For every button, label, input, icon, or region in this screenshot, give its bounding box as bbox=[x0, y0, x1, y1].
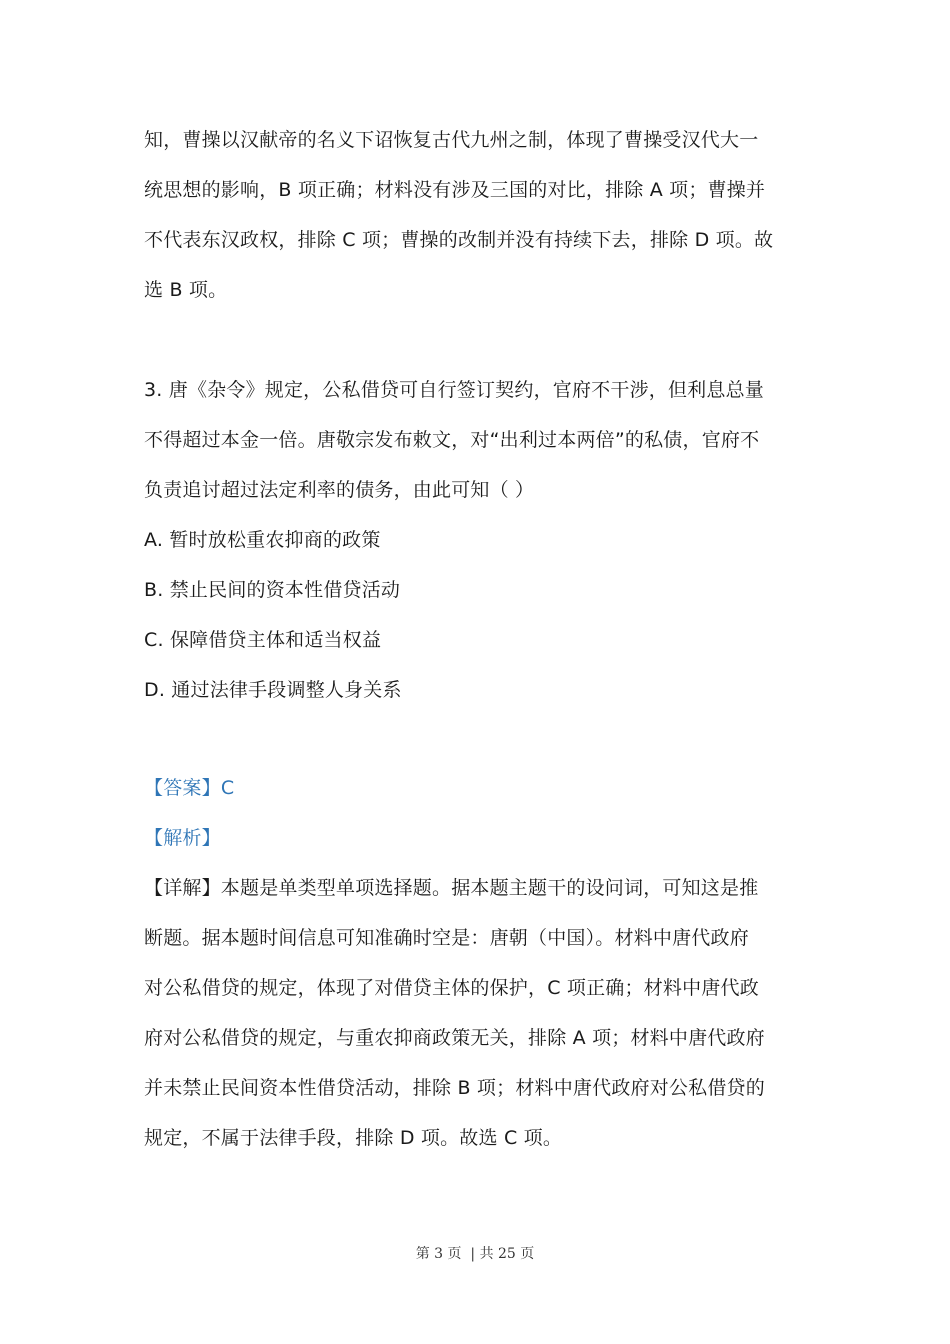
text-line: 不代表东汉政权，排除 C 项；曹操的改制并没有持续下去，排除 D 项。故 bbox=[144, 229, 774, 251]
detail-line: 并未禁止民间资本性借贷活动，排除 B 项；材料中唐代政府对公私借贷的 bbox=[144, 1077, 765, 1099]
answer-line bbox=[144, 763, 814, 813]
option-c: C. 保障借贷主体和适当权益 bbox=[144, 629, 382, 651]
option-b: B. 禁止民间的资本性借贷活动 bbox=[144, 579, 401, 601]
page-total: 共 25 页 bbox=[479, 1246, 535, 1262]
detail-line: 规定，不属于法律手段，排除 D 项。故选 C 项。 bbox=[144, 1127, 563, 1149]
page-footer bbox=[0, 1243, 950, 1263]
answer-label: 【答案】 bbox=[144, 777, 221, 799]
option-d: D. 通过法律手段调整人身关系 bbox=[144, 679, 402, 701]
answer-section bbox=[144, 763, 814, 1163]
answer-value: C bbox=[220, 777, 235, 799]
detail-line: 断题。据本题时间信息可知准确时空是：唐朝（中国）。材料中唐代政府 bbox=[144, 927, 749, 949]
footer-separator: | bbox=[470, 1246, 476, 1262]
question-stem-line: 3. 唐《杂令》规定，公私借贷可自行签订契约，官府不干涉，但利息总量 bbox=[144, 379, 764, 401]
previous-explanation bbox=[144, 115, 814, 315]
detail-line: 府对公私借贷的规定，与重农抑商政策无关，排除 A 项；材料中唐代政府 bbox=[144, 1027, 765, 1049]
text-line: 统思想的影响，B 项正确；材料没有涉及三国的对比，排除 A 项；曹操并 bbox=[144, 179, 766, 201]
option-a: A. 暂时放松重农抑商的政策 bbox=[144, 529, 381, 551]
analysis-label: 【解析】 bbox=[144, 827, 221, 849]
text-line: 知，曹操以汉献帝的名义下诏恢复古代九州之制，体现了曹操受汉代大一 bbox=[144, 129, 759, 151]
detail-line: 对公私借贷的规定，体现了对借贷主体的保护，C 项正确；材料中唐代政 bbox=[144, 977, 759, 999]
page-number: 第 3 页 bbox=[415, 1246, 462, 1262]
detail-line: 【详解】本题是单类型单项选择题。据本题主题干的设问词，可知这是推 bbox=[144, 877, 759, 899]
question-3 bbox=[144, 365, 814, 715]
text-line: 选 B 项。 bbox=[144, 279, 228, 301]
question-stem-line: 负责追讨超过法定利率的债务，由此可知（ ） bbox=[144, 479, 535, 501]
question-stem-line: 不得超过本金一倍。唐敬宗发布敕文，对“出利过本两倍”的私债，官府不 bbox=[144, 429, 760, 451]
